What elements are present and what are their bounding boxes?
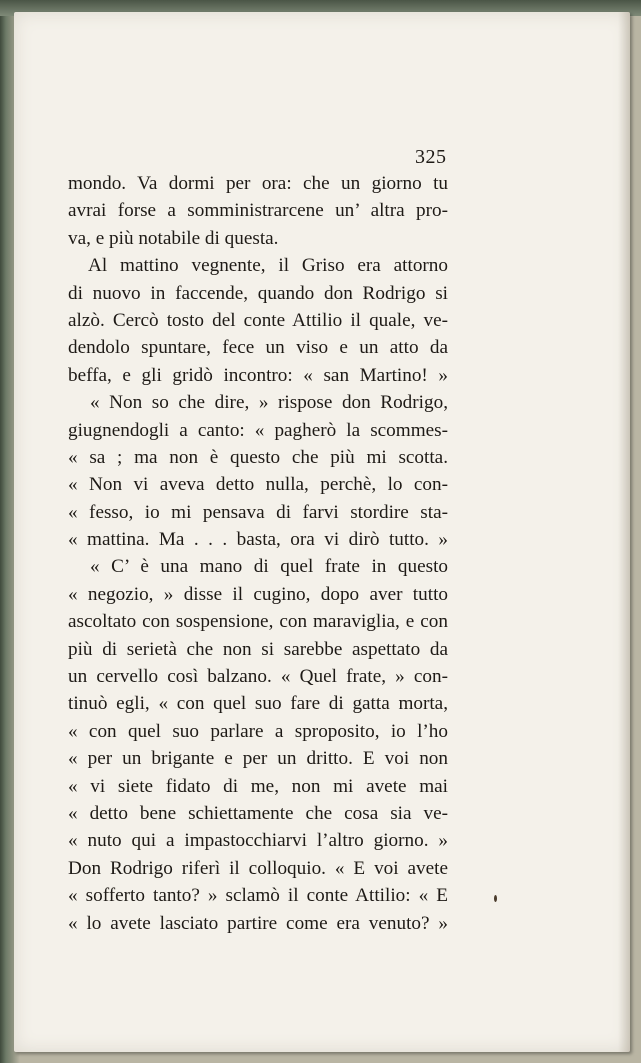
text-line: « vi siete fidato di me, non mi avete mai [68,775,448,797]
ink-spot [494,895,497,902]
text-line: « mattina. Ma . . . basta, ora vi dirò tutto. » [68,529,448,551]
text-line: dendolo spuntare, fece un viso e un atto da [68,337,448,359]
text-line: « con quel suo parlare a sproposito, io l’ho [68,720,448,742]
text-line: « sa ; ma non è questo che più mi scotta. [68,446,448,468]
text-line: « negozio, » disse il cugino, dopo aver tutto [68,583,448,605]
text-line: Al mattino vegnente, il Griso era attorno [88,255,448,277]
page-number: 325 [415,146,447,168]
text-line: « lo avete lasciato partire come era venuto? » [68,912,448,934]
text-line: « fesso, io mi pensava di farvi stordire sta- [68,501,448,523]
text-line: « Non so che dire, » rispose don Rodrigo, [90,392,448,414]
text-line: « C’ è una mano di quel frate in questo [90,556,448,578]
body-text [68,170,448,937]
text-line: « sofferto tanto? » sclamò il conte Attilio: « E [68,885,448,907]
text-line: « Non vi aveva detto nulla, perchè, lo con- [68,474,448,496]
page-edge-shadow [618,12,630,1052]
text-line: alzò. Cercò tosto del conte Attilio il quale, ve- [68,309,448,331]
text-line: un cervello così balzano. « Quel frate, » con- [68,666,448,688]
text-line: di nuovo in faccende, quando don Rodrigo si [68,282,448,304]
text-line: ascoltato con sospensione, con maraviglia, e con [68,611,448,633]
text-line: Don Rodrigo riferì il colloquio. « E voi avete [68,857,448,879]
text-line: « per un brigante e per un dritto. E voi non [68,748,448,770]
text-line: avrai forse a somministrarcene un’ altra pro- [68,200,448,222]
text-line: più di serietà che non si sarebbe aspettato da [68,638,448,660]
text-line: tinuò egli, « con quel suo fare di gatta morta, [68,693,448,715]
text-line: « nuto qui a impastocchiarvi l’altro giorno. » [68,830,448,852]
text-line: mondo. Va dormi per ora: che un giorno tu [68,173,448,194]
text-line: « detto bene schiettamente che cosa sia ve- [68,802,448,824]
text-line: giugnendogli a canto: « pagherò la scommes- [68,419,448,441]
text-line: va, e più notabile di questa. [68,227,279,249]
text-line: beffa, e gli gridò incontro: « san Martino! » [68,364,448,386]
